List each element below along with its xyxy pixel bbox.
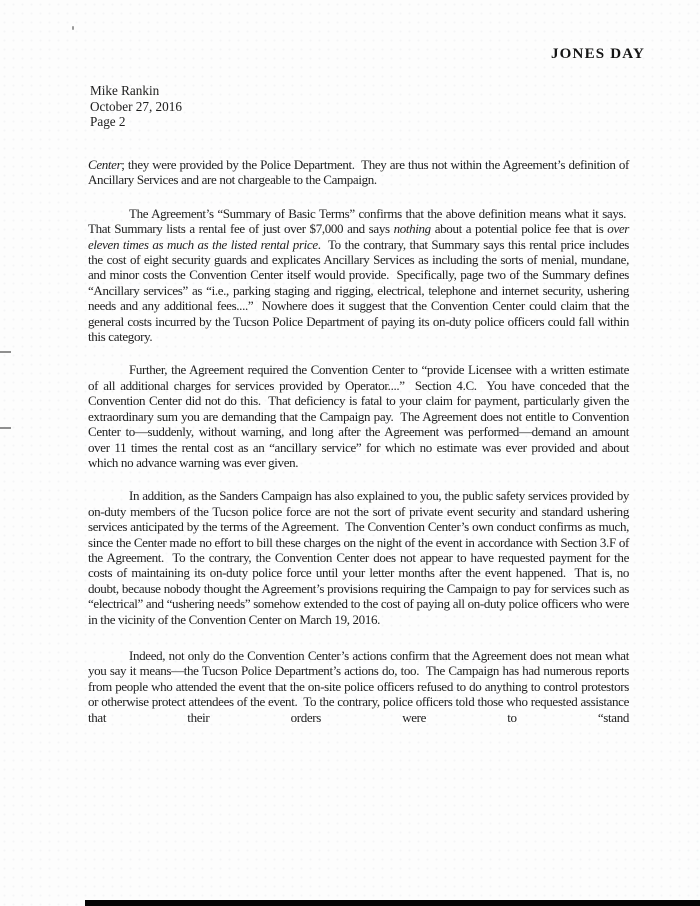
letter-date: October 27, 2016	[90, 98, 182, 114]
italic-text-run: over eleven times as much as the listed rental price	[88, 221, 629, 252]
text-run: ; they were provided by the Police Department. They are thus not within the Agreement’s definition of Ancillary Services and are not chargeable to the Campaign.	[88, 157, 629, 188]
scan-artifact-speck	[72, 26, 74, 30]
paragraph-3	[88, 362, 629, 470]
text-run: about a potential police fee that is	[430, 221, 608, 237]
text-run: Indeed, not only do the Convention Center’s actions confirm that the Agreement does not mean what you say it means—the Tucson Police Department’s actions do, too. The Campaign has had numerous reports from people who attended the event that the on-site police officers refused to do anything to control protestors or otherwise protect attendees of the event. To the contrary, police officers told those who requested assistance that their orders were to “stand	[88, 647, 629, 725]
text-run: Further, the Agreement required the Convention Center to “provide Licensee with a written estimate of all additional charges for services provided by Operator....” Section 4.C. You have conceded that the Convention Center did not do this. That deficiency is fatal to your claim for payment, particularly given the extraordinary sum you are demanding that the Campaign pay. The Agreement does not entitle to Convention Center to—suddenly, without warning, and long after the Agreement was performed—demand an amount over 11 times the rental cost as an “ancillary service” for which no estimate was ever provided and about which no advance warning was ever given.	[88, 362, 629, 470]
scan-artifact-margin-dash	[0, 427, 11, 429]
firm-letterhead: JONES DAY	[550, 46, 645, 62]
paragraph-1	[88, 157, 629, 188]
text-run: The Agreement’s “Summary of Basic Terms” confirms that the above definition means what it says. That Summary lists a rental fee of just over $7,000 and says	[88, 205, 629, 237]
scan-artifact-margin-dash	[0, 351, 11, 353]
italic-text-run: nothing	[393, 221, 431, 237]
paragraph-2	[88, 206, 629, 345]
page-header-block	[90, 83, 182, 130]
paragraph-4	[88, 488, 629, 627]
page-number-label: Page 2	[90, 114, 126, 130]
paragraph-5	[88, 648, 629, 725]
text-run: In addition, as the Sanders Campaign has also explained to you, the public safety services provided by on-duty members of the Tucson police force are not the sort of private event security and standard ushering services anticipated by the terms of the Agreement. The Convention Center’s own conduct confirms as much, since the Center made no effort to bill these charges on the night of the event in accordance with Section 3.F of the Agreement. To the contrary, the Convention Center does not appear to have requested payment for the costs of maintaining its on-duty police force until your letter months after the event happened. That is, no doubt, because nobody thought the Agreement’s provisions requiring the Campaign to pay for services such as “electrical” and “ushering needs” somehow extended to the cost of paying all on-duty police officers who were in the vicinity of the Convention Center on March 19, 2016.	[88, 488, 629, 627]
scan-artifact-bottom-bar	[85, 900, 700, 906]
recipient-name: Mike Rankin	[90, 83, 160, 98]
letter-body	[88, 157, 629, 743]
text-run: . To the contrary, that Summary says this rental price includes the cost of eight security guards and explicates Ancillary Services as including the sorts of menial, mundane, and minor costs the Convention Center itself would provide. Specifically, page two of the Summary defines “Ancillary services” as “i.e., parking staging and rigging, electrical, telephone and internet security, ushering needs and any additional fees....” Nowhere does it suggest that the Convention Center could claim that the general costs incurred by the Tucson Police Department of paying its on-duty police officers could fall within this category.	[88, 236, 629, 345]
italic-text-run: Center	[88, 157, 122, 172]
